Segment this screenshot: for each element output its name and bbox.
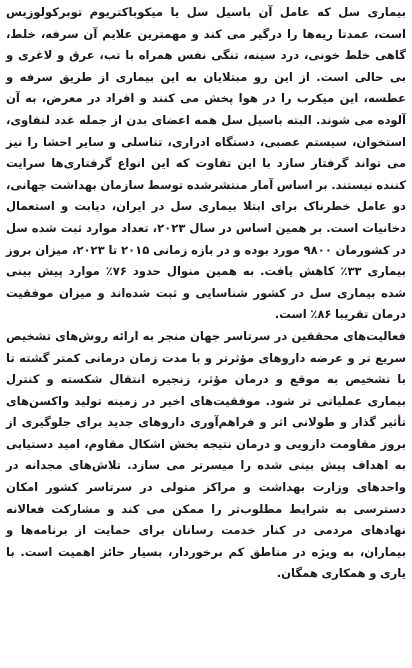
- article-paragraph-1: بیماری سل که عامل آن باسیل سل یا میکوباکتریوم توبرکولوزیس است، عمدتا ریه‌ها را درگیر می کند و مهمترین علایم آن سرفه، خلط، گاهی خلط خونی، درد سینه، تنگی نفس همراه با تب، عرق و لاغری و بی حالی است. از این رو مبتلایان به این بیماری از طریق سرفه و عطسه، این میکرب را در هوا پخش می کنند و افراد در معرض، به آن آلوده می شوند. البته باسیل سل همه اعضای بدن از جمله غدد لنفاوی، استخوان، سیستم عصبی، دستگاه ادراری، تناسلی و سایر احشا را نیز می تواند گرفتار سازد با این تفاوت که این انواع گرفتاری‌ها سرایت کننده نیستند. بر اساس آمار منتشرشده توسط سازمان بهداشت جهانی، دو عامل خطرناک برای ابتلا بیماری سل در ایران، دیابت و استعمال دخانیات است. بر همین اساس در سال ۲۰۲۳، تعداد موارد ثبت شده سل در کشورمان ۹۸۰۰ مورد بوده و در بازه زمانی ۲۰۱۵ تا ۲۰۲۳، میزان بروز بیماری ۳۳٪ کاهش یافت. به همین منوال حدود ۷۶٪ موارد پیش بینی شده بیماری سل در کشور شناسایی و ثبت شده‌اند و میزان موفقیت درمان تقریبا ۸۶٪ است.: [6, 5, 407, 322]
- article-paragraph-2: فعالیت‌های محققین در سرتاسر جهان منجر به ارائه روش‌های تشخیص سریع تر و عرضه داروهای مؤثرتر و با مدت زمان درمانی کمتر گشته تا با تشخیص به موقع و درمان مؤثر، زنجیره انتقال شکسته و کنترل بیماری عملیاتی تر شود. موفقیت‌های اخیر در زمینه تولید واکسن‌های تأثیر گذار و طولانی اثر و فراهم‌آوری داروهای جدید برای جلوگیری از بروز مقاومت دارویی و درمان نتیجه بخش اشکال مقاوم، امید دستیابی به اهداف پیش بینی شده را میسرتر می سازد. تلاش‌های مجدانه در واحدهای وزارت بهداشت و مراکز متولی در سرتاسر کشور امکان دسترسی به شرایط مطلوب‌تر را ممکن می کند و مشارکت فعالانه نهادهای مردمی در کنار خدمت رسانان برای حمایت از برنامه‌ها و بیماران، به ویژه در مناطق کم برخوردار، بسیار حائز اهمیت است. با یاری و همکاری همگان.: [6, 328, 406, 581]
